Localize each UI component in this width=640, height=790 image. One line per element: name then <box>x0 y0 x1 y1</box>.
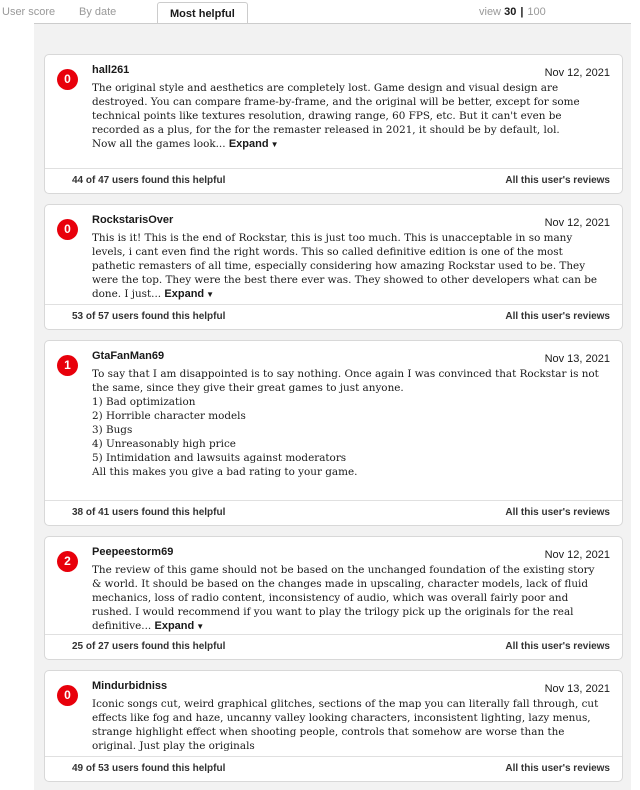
review-card <box>44 340 623 526</box>
tab-by-date[interactable]: By date <box>79 6 117 18</box>
all-user-reviews-link[interactable]: All this user's reviews <box>505 175 610 186</box>
tab-user-score[interactable]: User score <box>2 6 56 18</box>
review-card <box>44 54 623 194</box>
score-badge: 0 <box>57 69 78 90</box>
caret-down-icon: ▼ <box>270 140 279 149</box>
review-line: 1) Bad optimization <box>92 396 196 408</box>
helpful-count: 44 of 47 users found this helpful <box>72 175 226 186</box>
review-card <box>44 536 623 660</box>
review-text-continued: Now all the games look... <box>92 138 226 150</box>
all-user-reviews-link[interactable]: All this user's reviews <box>505 763 610 774</box>
expand-button[interactable]: Expand ▼ <box>164 288 215 300</box>
review-text: Iconic songs cut, weird graphical glitches, sections of the map you can literally fall through, cut effects like fog and haze, uncanny valley looking characters, inconsistent lighting, lazy menus, strange highlight effect when shooting people, controls that somehow are worse than the original. Just play the originals <box>92 698 599 752</box>
review-card <box>44 670 623 782</box>
review-footer <box>45 634 622 659</box>
review-line: 5) Intimidation and lawsuits against moderators <box>92 452 347 464</box>
review-author[interactable]: GtaFanMan69 <box>92 350 165 362</box>
review-date: Nov 13, 2021 <box>544 683 610 695</box>
review-text: The original style and aesthetics are completely lost. Game design and visual design are destroyed. You can compare frame-by-frame, and the original will be better, except for some technical points like textures resolution, drawing range, 60 FPS, etc. But it can't even be recorded as a plus, for the for the remaster released in 2021, it should be by default, lol. <box>92 82 580 136</box>
score-badge: 0 <box>57 219 78 240</box>
view-label: view <box>479 6 502 18</box>
view-option-100[interactable]: 100 <box>527 6 546 18</box>
review-line: All this makes you give a bad rating to your game. <box>92 466 358 478</box>
review-line: 4) Unreasonably high price <box>92 438 236 450</box>
review-text: This is it! This is the end of Rockstar, this is just too much. This is unacceptable in so many levels, i cant even find the right words. This so called definitive edition is one of the most pathetic remasters of all time, especially considering how amazing Rockstar used to be. They were the top. They were the best there ever was. They showed to other developers what can be done. I just... <box>92 232 598 300</box>
review-date: Nov 12, 2021 <box>544 67 610 79</box>
review-date: Nov 12, 2021 <box>544 549 610 561</box>
review-line: 2) Horrible character models <box>92 410 246 422</box>
review-body <box>92 367 607 479</box>
helpful-count: 38 of 41 users found this helpful <box>72 507 226 518</box>
view-separator: | <box>520 6 524 18</box>
review-footer <box>45 500 622 525</box>
review-date: Nov 12, 2021 <box>544 217 610 229</box>
review-line: 3) Bugs <box>92 424 133 436</box>
review-footer <box>45 756 622 781</box>
score-badge: 0 <box>57 685 78 706</box>
review-card <box>44 204 623 330</box>
review-footer <box>45 304 622 329</box>
helpful-count: 53 of 57 users found this helpful <box>72 311 226 322</box>
review-body <box>92 563 607 634</box>
review-footer <box>45 168 622 193</box>
all-user-reviews-link[interactable]: All this user's reviews <box>505 641 610 652</box>
review-author[interactable]: Peepeestorm69 <box>92 546 174 558</box>
review-author[interactable]: hall261 <box>92 64 130 76</box>
score-badge: 2 <box>57 551 78 572</box>
caret-down-icon: ▼ <box>206 290 215 299</box>
review-author[interactable]: RockstarisOver <box>92 214 174 226</box>
review-body <box>92 231 607 302</box>
all-user-reviews-link[interactable]: All this user's reviews <box>505 507 610 518</box>
view-count-control <box>479 6 546 18</box>
caret-down-icon: ▼ <box>196 622 205 631</box>
review-text: The review of this game should not be based on the unchanged foundation of the existing story & world. It should be based on the changes made in upscaling, character models, lack of fluid mechanics, loss of radio content, inconsistency of audio, which was overall fairly poor and rushed. I would recommend if you want to play the trilogy pick up the originals for the real definitive... <box>92 564 595 632</box>
review-body <box>92 697 607 753</box>
review-date: Nov 13, 2021 <box>544 353 610 365</box>
view-option-30[interactable]: 30 <box>504 6 517 18</box>
expand-button[interactable]: Expand ▼ <box>154 620 205 632</box>
expand-button[interactable]: Expand ▼ <box>228 138 279 150</box>
review-author[interactable]: Mindurbidniss <box>92 680 168 692</box>
tab-most-helpful[interactable]: Most helpful <box>157 2 248 24</box>
helpful-count: 49 of 53 users found this helpful <box>72 763 226 774</box>
helpful-count: 25 of 27 users found this helpful <box>72 641 226 652</box>
sort-bar <box>0 0 640 24</box>
review-line: To say that I am disappointed is to say nothing. Once again I was convinced that Rockstar is not the same, since they give their great games to just anyone. <box>92 368 599 394</box>
review-body <box>92 81 607 152</box>
all-user-reviews-link[interactable]: All this user's reviews <box>505 311 610 322</box>
score-badge: 1 <box>57 355 78 376</box>
